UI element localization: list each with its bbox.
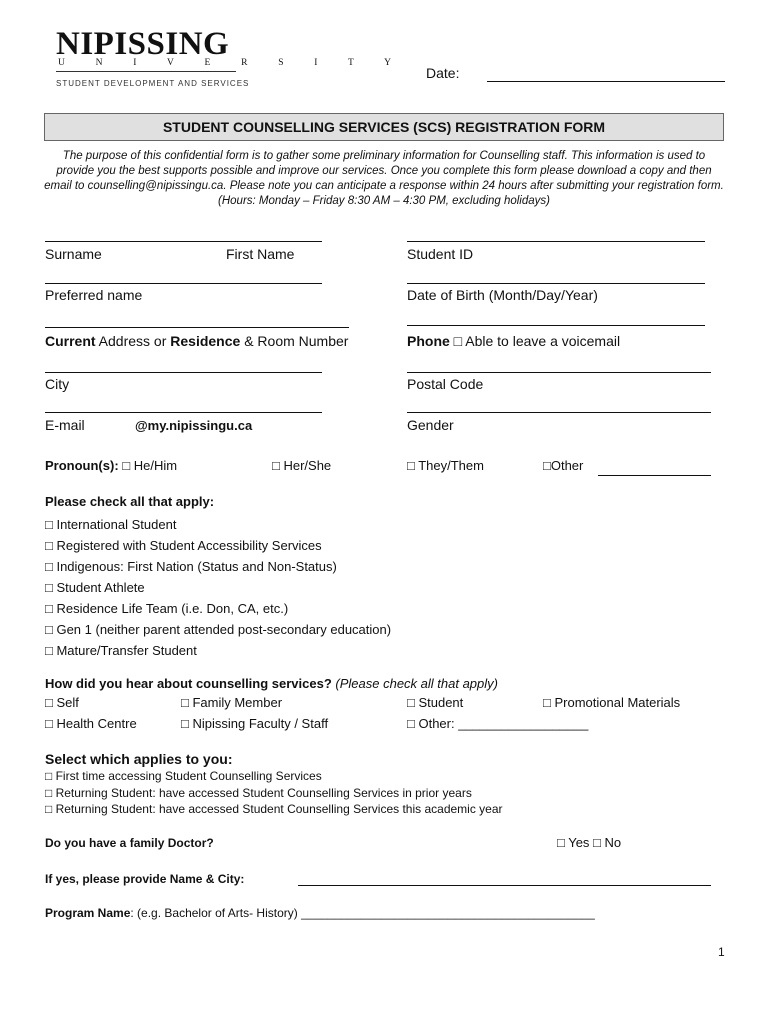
- phone-input-line[interactable]: [407, 325, 705, 326]
- address-input-line[interactable]: [45, 327, 349, 328]
- address-label: [45, 333, 348, 349]
- hear-family-checkbox[interactable]: □ Family Member: [181, 695, 283, 710]
- date-input-line[interactable]: [487, 81, 725, 82]
- surname-label: Surname: [45, 246, 102, 262]
- university-logo-subtitle: U N I V E R S I T Y: [58, 58, 406, 68]
- hear-self-checkbox[interactable]: □ Self: [45, 695, 79, 710]
- check-residence-life-team[interactable]: □ Residence Life Team (i.e. Don, CA, etc.): [45, 601, 289, 616]
- pronoun-he-checkbox[interactable]: □ He/Him: [118, 458, 178, 473]
- doctor-if-yes-label: If yes, please provide Name & City:: [45, 872, 245, 886]
- hear-note: (Please check all that apply): [331, 676, 498, 691]
- doctor-name-input-line[interactable]: [298, 885, 711, 886]
- check-accessibility-services[interactable]: □ Registered with Student Accessibility Services: [45, 538, 322, 553]
- postal-code-label: Postal Code: [407, 376, 484, 392]
- check-mature-transfer[interactable]: □ Mature/Transfer Student: [45, 643, 197, 658]
- form-title: STUDENT COUNSELLING SERVICES (SCS) REGISTRATION FORM: [44, 113, 724, 141]
- check-all-heading: Please check all that apply:: [45, 494, 215, 509]
- department-name: STUDENT DEVELOPMENT AND SERVICES: [56, 79, 250, 88]
- check-international-student[interactable]: □ International Student: [45, 517, 177, 532]
- university-logo-name: NIPISSING: [56, 26, 230, 62]
- email-label: E-mail: [45, 417, 85, 433]
- applies-returning-this-year[interactable]: □ Returning Student: have accessed Student Counselling Services this academic year: [45, 802, 503, 816]
- logo-divider: [56, 71, 236, 72]
- postal-code-input-line[interactable]: [407, 372, 711, 373]
- pronoun-other-input-line[interactable]: [598, 475, 711, 476]
- address-room-label: & Room Number: [240, 333, 349, 349]
- doctor-question: Do you have a family Doctor?: [45, 836, 214, 850]
- pronoun-other-checkbox[interactable]: □Other: [543, 458, 584, 473]
- applies-returning-prior[interactable]: □ Returning Student: have accessed Student Counselling Services in prior years: [45, 785, 472, 800]
- applies-first-time[interactable]: □ First time accessing Student Counselling Services: [45, 769, 322, 783]
- address-current-label: Current: [45, 333, 96, 349]
- email-input-line[interactable]: [45, 412, 322, 413]
- check-all-list: [45, 514, 391, 661]
- pronoun-they-checkbox[interactable]: □ They/Them: [407, 458, 484, 473]
- name-input-line[interactable]: [45, 241, 322, 242]
- check-gen-1[interactable]: □ Gen 1 (neither parent attended post-secondary education): [45, 622, 392, 637]
- city-input-line[interactable]: [45, 372, 322, 373]
- form-intro: The purpose of this confidential form is to gather some preliminary information for Counselling staff. This information is used to provide you the best supports possible and improve our services. Once you complete this form please download a copy and then email to counselling@nipissingu.ca. Please note you can anticipate a response within 24 hours after submitting your registration form. (Hours: Monday – Friday 8:30 AM – 4:30 PM, excluding holidays): [44, 150, 724, 207]
- program-name-label: Program Name: [45, 906, 131, 920]
- city-label: City: [45, 376, 70, 392]
- gender-label: Gender: [407, 417, 454, 433]
- preferred-name-input-line[interactable]: [45, 283, 322, 284]
- hear-promo-checkbox[interactable]: □ Promotional Materials: [543, 695, 681, 710]
- preferred-name-label: Preferred name: [45, 287, 143, 303]
- hear-heading: How did you hear about counselling services?: [45, 676, 332, 691]
- student-id-label: Student ID: [407, 246, 474, 262]
- applies-list: [45, 768, 503, 818]
- date-label: Date:: [426, 65, 460, 81]
- check-indigenous[interactable]: □ Indigenous: First Nation (Status and Non-Status): [45, 559, 337, 574]
- hear-student-checkbox[interactable]: □ Student: [407, 695, 464, 710]
- page-number: 1: [718, 945, 725, 959]
- applies-heading: Select which applies to you:: [45, 751, 233, 767]
- program-name-example[interactable]: : (e.g. Bachelor of Arts- History) ____________________________________________: [130, 906, 595, 920]
- voicemail-checkbox[interactable]: □ Able to leave a voicemail: [449, 333, 621, 349]
- dob-input-line[interactable]: [407, 283, 705, 284]
- first-name-label: First Name: [226, 246, 295, 262]
- email-domain: @my.nipissingu.ca: [135, 418, 253, 433]
- gender-input-line[interactable]: [407, 412, 711, 413]
- hear-faculty-checkbox[interactable]: □ Nipissing Faculty / Staff: [181, 716, 329, 731]
- phone-label: Phone: [407, 333, 450, 349]
- student-id-input-line[interactable]: [407, 241, 705, 242]
- pronoun-she-checkbox[interactable]: □ Her/She: [272, 458, 332, 473]
- doctor-yes-no-checkboxes[interactable]: □ Yes □ No: [557, 835, 622, 850]
- pronouns-label: Pronoun(s):: [45, 458, 119, 473]
- address-residence-label: Residence: [170, 333, 241, 349]
- hear-other-checkbox[interactable]: □ Other: __________________: [407, 716, 589, 731]
- address-or-label: Address or: [95, 333, 171, 349]
- check-student-athlete[interactable]: □ Student Athlete: [45, 580, 145, 595]
- hear-health-centre-checkbox[interactable]: □ Health Centre: [45, 716, 137, 731]
- dob-label: Date of Birth (Month/Day/Year): [407, 287, 598, 303]
